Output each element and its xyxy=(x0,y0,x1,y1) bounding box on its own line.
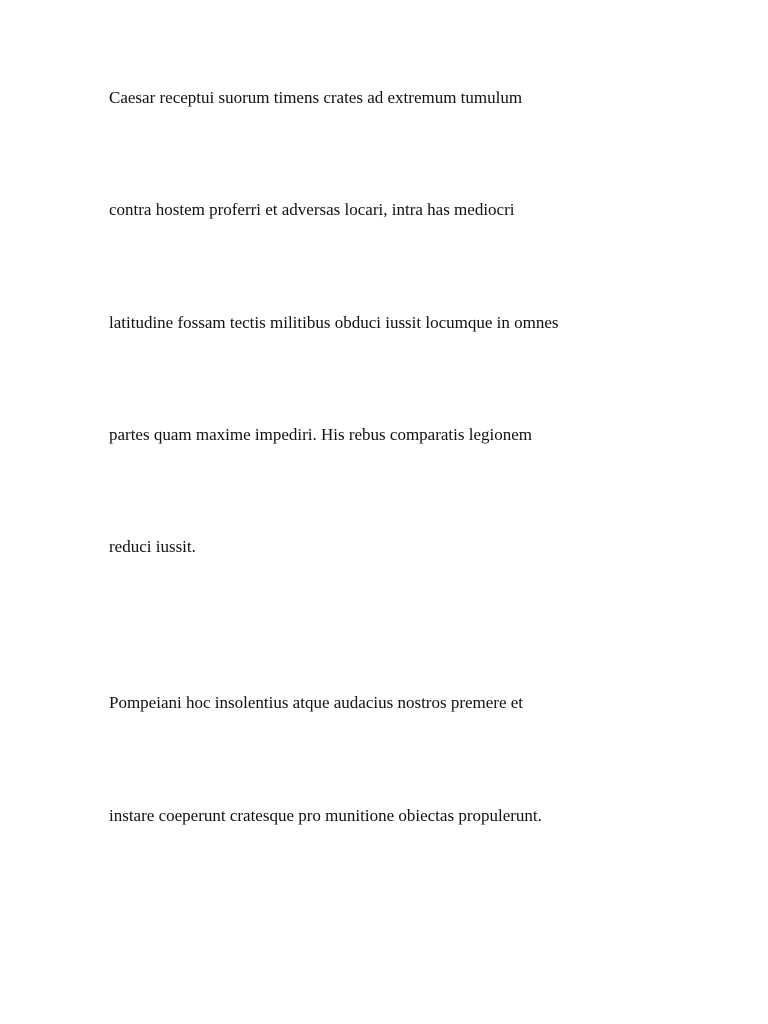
text-line: instare coeperunt cratesque pro munitione obiectas propulerunt. xyxy=(109,806,542,825)
text-line: Caesar receptui suorum timens crates ad extremum tumulum xyxy=(109,88,523,107)
text-line: contra hostem proferri et adversas locari, intra has mediocri xyxy=(109,200,515,219)
text-line: Pompeiani hoc insolentius atque audacius nostros premere et xyxy=(109,693,524,712)
text-line: latitudine fossam tectis militibus obduci iussit locumque in omnes xyxy=(109,313,559,332)
text-line: reduci iussit. xyxy=(109,537,196,556)
text-line: partes quam maxime impediri. His rebus comparatis legionem xyxy=(109,425,532,444)
